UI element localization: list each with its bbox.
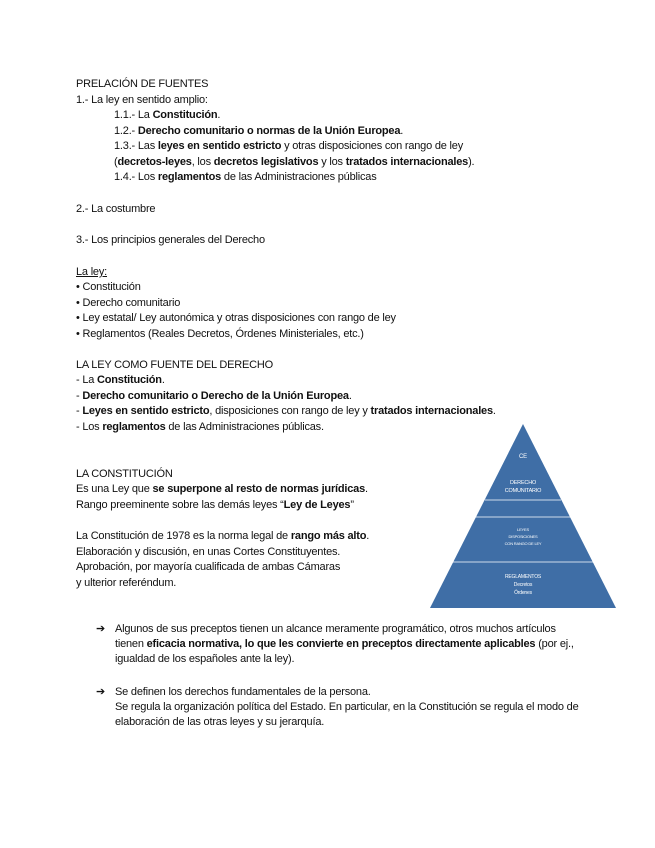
pyramid-label-disposiciones: DISPOSICIONES (508, 534, 538, 539)
point-2-line-2: Se regula la organización política del Estado. En particular, en la Constitución se regula el modo de elaboración de las otras leyes y su jerarquía. (115, 701, 579, 728)
outline-item-3: 3.- Los principios generales del Derecho (76, 234, 265, 246)
point-2-line-1: Se definen los derechos fundamentales de la persona. (115, 686, 371, 698)
outline-item-2: 2.- La costumbre (76, 203, 156, 215)
constitucion-line-2: Rango preeminente sobre las demás leyes “Ley de Leyes” (76, 499, 354, 511)
outline-sub-1-3-cont: (decretos-leyes, los decretos legislativos y los tratados internacionales). (114, 156, 475, 168)
pyramid-label-ordenes: Órdenes (514, 590, 532, 596)
constitucion-heading: LA CONSTITUCIÓN (76, 468, 173, 480)
constitucion-line-3: La Constitución de 1978 es la norma legal de rango más alto. (76, 530, 370, 542)
la-ley-bullet: • Constitución (76, 281, 141, 293)
outline-sub-1-4: 1.4.- Los reglamentos de las Administraciones públicas (114, 171, 377, 183)
pyramid-label-reglamentos: REGLAMENTOS (504, 574, 542, 580)
fuente-line-4: - Los reglamentos de las Administraciones públicas. (76, 421, 324, 433)
arrow-bullet-icon: ➔ (96, 686, 106, 698)
fuente-line-2: - Derecho comunitario o Derecho de la Unión Europea. (76, 390, 352, 402)
la-ley-bullet: • Ley estatal/ Ley autonómica y otras disposiciones con rango de ley (76, 312, 396, 324)
pyramid-label-leyes: LEYES (517, 527, 529, 532)
fuente-heading: LA LEY COMO FUENTE DEL DERECHO (76, 359, 273, 371)
pyramid-label-comunitario: COMUNITARIO (504, 488, 542, 494)
outline-sub-1-2: 1.2.- Derecho comunitario o normas de la Unión Europea. (114, 125, 404, 137)
fuente-line-3: - Leyes en sentido estricto, disposiciones con rango de ley y tratados internacionales. (76, 405, 496, 417)
constitucion-line-4: Elaboración y discusión, en unas Cortes Constituyentes. (76, 546, 341, 558)
la-ley-bullet: • Reglamentos (Reales Decretos, Órdenes Ministeriales, etc.) (76, 328, 364, 340)
constitucion-line-1: Es una Ley que se superpone al resto de normas jurídicas. (76, 483, 368, 495)
outline-item-1: 1.- La ley en sentido amplio: (76, 94, 208, 106)
pyramid-label-decretos: Decretos (513, 582, 533, 588)
pyramid-label-ce: CE (519, 454, 527, 460)
pyramid-label-derecho: DERECHO (509, 480, 537, 486)
fuente-line-1: - La Constitución. (76, 374, 165, 386)
pyramid-label-rango: CON RANGO DE LEY (504, 541, 542, 546)
outline-sub-1-1: 1.1.- La Constitución. (114, 109, 221, 121)
constitucion-line-5: Aprobación, por mayoría cualificada de ambas Cámaras (76, 561, 341, 573)
la-ley-heading: La ley: (76, 266, 108, 278)
arrow-bullet-icon: ➔ (96, 623, 106, 635)
prelacion-heading: PRELACIÓN DE FUENTES (76, 78, 209, 90)
norm-hierarchy-pyramid (428, 420, 618, 610)
la-ley-bullet: • Derecho comunitario (76, 297, 181, 309)
outline-sub-1-3: 1.3.- Las leyes en sentido estricto y otras disposiciones con rango de ley (114, 140, 464, 152)
point-1: Algunos de sus preceptos tienen un alcance meramente programático, otros muchos artículos tienen eficacia normativa, lo que les convierte en preceptos directamente aplicables (por ej., igualdad de los españoles ante la ley). (115, 623, 574, 665)
constitucion-line-6: y ulterior referéndum. (76, 577, 177, 589)
